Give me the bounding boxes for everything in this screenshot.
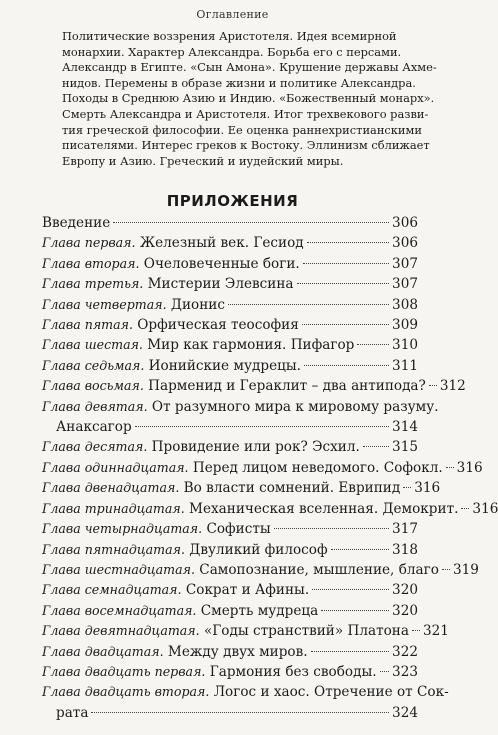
toc-entry-title (42, 601, 318, 621)
page-number: 310 (392, 337, 418, 354)
page-number: 309 (392, 317, 418, 334)
toc-entry (42, 478, 441, 498)
chapter-title: Смерть мудреца (196, 602, 319, 619)
toc-entry-title (42, 662, 377, 682)
toc-entry (42, 601, 418, 621)
chapter-label: Глава пятая. (42, 317, 133, 333)
toc-entry (42, 458, 483, 478)
toc-entry-title (42, 560, 439, 580)
page-number: 317 (392, 521, 418, 538)
page-number: 316 (472, 500, 498, 517)
chapter-title: Парменид и Гераклит – два антипода? (143, 378, 426, 395)
toc-entry (42, 376, 466, 396)
chapter-title: Между двух миров. (163, 643, 308, 660)
page-number: 306 (392, 215, 418, 231)
chapter-label: Глава седьмая. (42, 357, 145, 373)
toc-entry-title (42, 642, 308, 662)
page-number: 322 (392, 643, 418, 660)
chapter-title: Софисты (202, 521, 271, 538)
chapter-title: Мир как гармония. Пифагор (142, 337, 355, 354)
page-number: 311 (392, 357, 418, 374)
dot-leader (302, 324, 389, 325)
page-number: 320 (392, 582, 418, 599)
page-number: 306 (392, 235, 418, 252)
toc-entry-title (42, 621, 409, 641)
dot-leader (412, 630, 420, 631)
chapter-label: Глава третья. (42, 276, 144, 292)
toc-entry-title (42, 397, 439, 417)
summary-line: Смерть Александра и Аристотеля. Итог трехвекового разви- (62, 106, 429, 121)
toc-entry (42, 254, 418, 274)
chapter-label: Глава пятнадцатая. (42, 541, 185, 557)
chapter-label: Глава восьмая. (42, 378, 144, 394)
dot-leader (321, 610, 389, 611)
chapter-title: Перед лицом неведомого. Софокл. (188, 459, 443, 476)
page-number: 308 (392, 296, 418, 313)
toc-entry-title (42, 356, 301, 376)
chapter-label: Глава шестнадцатая. (42, 561, 195, 577)
toc-entry-title (42, 233, 304, 253)
toc-entry (42, 295, 418, 315)
toc-entry (42, 621, 449, 641)
toc-entry (42, 499, 498, 519)
chapter-title: Двуликий философ (184, 541, 328, 558)
toc-entry-title (42, 540, 328, 560)
toc-entry (42, 682, 449, 702)
toc-entry-title (42, 213, 110, 233)
toc-entry (42, 642, 418, 662)
chapter-label: Глава восемнадцатая. (42, 602, 197, 618)
toc-entry (42, 560, 479, 580)
page-number: 316 (414, 480, 441, 497)
chapter-label: Глава двадцать первая. (42, 663, 206, 679)
toc-entry-title (42, 295, 225, 315)
dot-leader (442, 569, 450, 570)
chapter-label: Глава одиннадцатая. (42, 459, 189, 475)
summary-line: нидов. Перемены в образе жизни и политике Александра. (62, 75, 416, 90)
toc-entry (42, 519, 418, 539)
dot-leader (91, 712, 389, 713)
chapter-label: Глава десятая. (42, 439, 148, 455)
page-number: 323 (392, 663, 418, 680)
toc-entry-title (42, 437, 360, 457)
chapter-label: Глава двенадцатая. (42, 480, 180, 496)
toc-entry (42, 580, 418, 600)
toc-entry (42, 335, 418, 355)
chapter-title: Логос и хаос. Отречение от Сок- (209, 684, 449, 701)
page-number: 318 (392, 541, 418, 558)
chapter-label: Глава первая. (42, 235, 136, 251)
page-number: 314 (392, 419, 418, 436)
chapter-title: Провидение или рок? Эсхил. (147, 439, 360, 456)
page-number: 319 (452, 561, 479, 578)
chapter-label: Глава вторая. (42, 255, 140, 271)
chapter-label: Глава четвертая. (42, 296, 167, 312)
dot-leader (363, 446, 389, 447)
dot-leader (303, 263, 389, 264)
chapter-label: Глава тринадцатая. (42, 500, 185, 516)
toc-entry (42, 356, 418, 376)
chapter-title: Очеловеченные боги. (139, 255, 300, 272)
dot-leader (135, 426, 389, 427)
section-title: ПРИЛОЖЕНИЯ (166, 192, 299, 210)
chapter-title-continued: Анаксагор (56, 419, 132, 436)
dot-leader (297, 283, 390, 284)
summary-line: Европу и Азию. Греческий и иудейский миры. (62, 153, 344, 168)
summary-line: Политические воззрения Аристотеля. Идея всемирной (62, 29, 397, 43)
toc-entry-title (42, 519, 271, 539)
chapter-label: Глава шестая. (42, 337, 143, 353)
dot-leader (311, 651, 389, 652)
chapter-title: Сократ и Афины. (181, 582, 310, 599)
toc-entry-title (42, 682, 449, 702)
page-number: 324 (392, 704, 418, 721)
dot-leader (331, 549, 389, 550)
chapter-title: «Годы странствий» Платона (199, 623, 409, 640)
toc-entry (42, 213, 418, 233)
dot-leader (380, 671, 389, 672)
toc-entry (42, 397, 439, 417)
chapter-label: Глава двадцатая. (42, 643, 164, 659)
toc-entry-continuation (42, 417, 418, 437)
toc-entry-title (42, 458, 443, 478)
toc-entry-title (42, 335, 354, 355)
page-number: 315 (392, 439, 418, 456)
summary-line: тия греческой философии. Ее оценка раннехристианскими (62, 122, 422, 137)
toc-entry (42, 274, 418, 294)
toc-entry-title (42, 580, 309, 600)
page-number: 312 (439, 378, 466, 395)
chapter-title: Орфическая теософия (132, 317, 299, 334)
dot-leader (307, 242, 389, 243)
running-header: Оглавление (196, 8, 269, 21)
toc-entry (42, 233, 418, 253)
chapter-title: Дионис (166, 296, 225, 313)
toc-entry-title (42, 478, 400, 498)
dot-leader (113, 222, 389, 223)
dot-leader (357, 344, 389, 345)
summary-line: Походы в Среднюю Азию и Индию. «Божественный монарх». (62, 91, 435, 106)
chapter-title: Во власти сомнений. Еврипид (179, 480, 401, 497)
toc-entry (42, 315, 418, 335)
chapter-summary (62, 29, 437, 169)
toc-entry-title (42, 315, 299, 335)
dot-leader (429, 385, 437, 386)
chapter-title: Гармония без свободы. (205, 663, 377, 680)
chapter-label: Глава девятая. (42, 398, 148, 414)
toc-entry-title (42, 274, 294, 294)
summary-line: Александр в Египте. «Сын Амона». Крушение державы Ахме- (62, 60, 437, 75)
page-number: 321 (422, 623, 449, 640)
page-number: 316 (456, 459, 483, 476)
page-number: 320 (392, 602, 418, 619)
chapter-label: Глава четырнадцатая. (42, 521, 203, 537)
toc-entry-continuation (42, 703, 418, 723)
chapter-label: Глава девятнадцатая. (42, 623, 200, 639)
toc-entry-title (42, 376, 426, 396)
dot-leader (228, 304, 389, 305)
dot-leader (446, 467, 454, 468)
summary-line: писателями. Интерес греков к Востоку. Эллинизм сближает (62, 138, 430, 153)
toc-entry-title (42, 254, 300, 274)
toc-entry (42, 662, 418, 682)
summary-line: монархии. Характер Александра. Борьба его с персами. (62, 44, 402, 59)
chapter-title: Введение (42, 215, 111, 231)
dot-leader (304, 365, 389, 366)
toc-entry (42, 540, 418, 560)
page-number: 307 (392, 255, 418, 272)
toc-entry-title (42, 499, 458, 519)
dot-leader (461, 508, 469, 509)
page-number: 307 (392, 276, 418, 293)
chapter-title: Самопознание, мышление, благо (194, 561, 439, 578)
chapter-title: От разумного мира к мировому разуму. (147, 398, 439, 415)
chapter-label: Глава двадцать вторая. (42, 684, 210, 700)
chapter-title: Ионийские мудрецы. (144, 357, 301, 374)
chapter-label: Глава семнадцатая. (42, 582, 182, 598)
table-of-contents (42, 213, 498, 723)
chapter-title: Железный век. Гесиод (135, 235, 304, 252)
dot-leader (274, 528, 389, 529)
chapter-title: Мистерии Элевсина (143, 276, 294, 293)
dot-leader (312, 589, 389, 590)
chapter-title-continued: рата (56, 704, 89, 721)
dot-leader (403, 487, 411, 488)
chapter-title: Механическая вселенная. Демокрит. (184, 500, 459, 517)
toc-entry (42, 437, 418, 457)
